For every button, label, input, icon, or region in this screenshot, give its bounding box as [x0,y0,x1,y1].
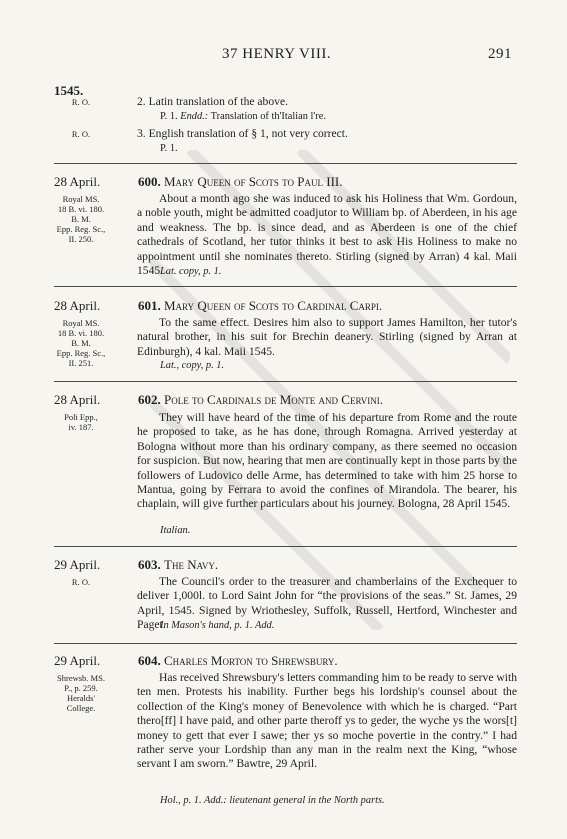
entry-title: Charles Morton to Shrewsbury. [164,653,338,668]
entry-date: 28 April. [54,298,101,313]
header-title: 37 HENRY VIII. [222,46,332,62]
entry-heading [138,557,218,573]
note-label: Endd.: [180,111,209,122]
entry-note: Hol., p. 1. Add.: lieutenant general in the North parts. [160,795,385,806]
entry-heading [138,653,338,669]
entry-note: Lat. copy, p. 1. [160,266,222,277]
entry-number: 603. [138,557,161,572]
entry-body: The Council's order to the treasurer and chamberlains of the Exchequer to deliver 1,000l. to Lord Saint John for “the provisions of the seas.” St. James, 29 April, 1545. Signed by Wriothesley, Suffolk, Russell, Hertford, Winchester and Paget. [137,575,517,632]
entry-note: Lat., copy, p. 1. [160,360,225,371]
page-number: 291 [488,46,512,62]
divider [54,286,517,287]
entry-title: Mary Queen of Scots to Cardinal Carpi. [164,298,383,313]
note-prefix: P. 1. [160,111,178,122]
divider [54,163,517,164]
note-prefix: P. 1. [160,143,178,154]
source-ref: Shrewsb. MS. P., p. 259. Heralds' College. [57,673,105,713]
entry-date: 28 April. [54,174,101,189]
source-ref: Royal MS. 18 B. vi. 180. B. M. Epp. Reg. Sc., II. 250. [56,194,106,244]
entry-number: 602. [138,392,161,407]
entry-body: About a month ago she was induced to ask his Holiness that Wm. Gordoun, a noble youth, might be admitted coadjutor to William bp. of Aberdeen, in his age and weakness. The bp. is since dead, and as Aberdeen is one of the chief cathedrals of Scotland, her tutor thinks it best to ask His Holiness to make no appointment until she nominates thereto. Stirling (signed by Arran) 4 kal. Maii 1545. [137,192,517,278]
entry-body: To the same effect. Desires him also to support James Hamilton, her tutor's natural brother, in his suit for Brechin deanery. Stirling (signed by Arran at Edinburgh), 4 kal. Maii 1545. [137,316,517,358]
divider [54,546,517,547]
item-note [160,110,326,123]
divider [54,381,517,382]
source-ref: R. O. [71,129,91,139]
source-ref: R. O. [71,577,91,587]
entry-title: Mary Queen of Scots to Paul III. [164,174,343,189]
item-text: 3. English translation of § 1, not very correct. [137,127,348,140]
source-ref: R. O. [71,97,91,107]
entry-date: 29 April. [54,557,101,572]
entry-number: 600. [138,174,161,189]
item-note [160,142,178,155]
item-text: 2. Latin translation of the above. [137,95,288,108]
entry-date: 28 April. [54,392,101,407]
entry-number: 604. [138,653,161,668]
source-ref: Poli Epp., iv. 187. [64,412,98,432]
entry-title: Pole to Cardinals de Monte and Cervini. [164,392,383,407]
entry-body: They will have heard of the time of his departure from Rome and the route he proposed to take, as he has done, through Romagna. Arrived yesterday at Bologna without more than his ordinary company, as there seemed no occasion for suspicion. But now, hearing that men are continually kept in those parts by the followers of Ludovico delle Arme, has determined to take with him 25 horse to Mantua, going by Ferrara to avoid the confines of Mirandola. The bearer, his chaplain, will give further particulars about his journey. Bologna, 28 April 1545. [137,411,517,511]
entry-title: The Navy. [164,557,219,572]
running-header [0,46,567,66]
entry-heading [138,174,343,190]
entry-body: Has received Shrewsbury's letters commanding him to be ready to serve with ten men. Protests his inability. Further begs his lordship's counsel about the collection of the King's money of Benevolence with which he is charged. “Part thero[ff] I have paid, and other parte theroff ys to geder, the wyche ys the wors[t] money to gett that ever I sawe; ther ys so moche povertie in the contry.” I had rather serve your Lordship than any man in the realm next the King, “whose servant I am sworn.” Bawtre, 29 April. [137,671,517,771]
divider [54,643,517,644]
entry-date: 29 April. [54,653,101,668]
entry-heading [138,298,382,314]
entry-note: Italian. [160,525,191,536]
note-rest: Translation of th'Italian l're. [208,111,326,122]
entry-number: 601. [138,298,161,313]
source-ref: Royal MS. 18 B. vi. 180. B. M. Epp. Reg. Sc., II. 251. [56,318,106,368]
entry-heading [138,392,383,408]
year-label: 1545. [54,83,84,98]
entry-note: In Mason's hand, p. 1. Add. [160,620,275,631]
